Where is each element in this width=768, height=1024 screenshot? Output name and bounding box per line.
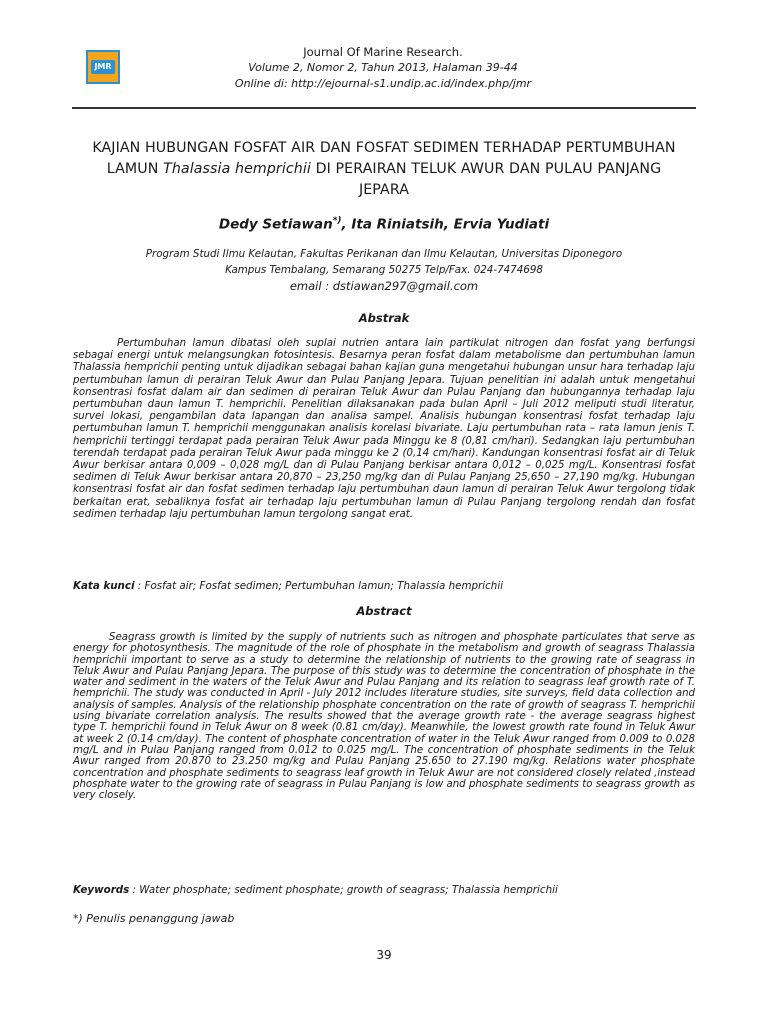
journal-volume: Volume 2, Nomor 2, Tahun 2013, Halaman 39-44 [248, 61, 518, 74]
title-part-1: KAJIAN HUBUNGAN FOSFAT AIR DAN FOSFAT SEDIMEN TERHADAP PERTUMBUHAN LAMUN [92, 140, 676, 177]
kata-kunci-label: Kata kunci [73, 580, 135, 592]
title-part-2: DI PERAIRAN TELUK AWUR DAN PULAU PANJANG JEPARA [310, 161, 662, 198]
header-divider [72, 107, 696, 109]
abstract-text: Seagrass growth is limited by the supply of nutrients such as nitrogen and phosphate particulates that serve as energy for photosynthesis. The magnitude of the role of phosphate in the metabolism and growth of seagrass Thalassia hemprichii important to serve as a study to determine the relationship of nutrients to the growing rate of seagrass in Teluk Awur and Pulau Panjang Jepara. The purpose of this study was to determine the concentration of phosphate in the water and sediment in the waters of the Teluk Awur and Pulau Panjang and its relation to seagrass leaf growth rate of T. hemprichii. The study was conducted in April - July 2012 includes literature studies, site surveys, field data collection and analysis of samples. Analysis of the relationship phosphate concentration on the rate of growth of seagrass T. hemprichii using bivariate correlation analysis. The results showed that the average growth rate - the average seagrass highest type T. hemprichii found in Teluk Awur on 8 week (0.81 cm/day). Meanwhile, the lowest growth rate found in Teluk Awur at week 2 (0.14 cm/day). The content of phosphate concentration of water in the Teluk Awur ranged from 0.009 to 0.028 mg/L and in Pulau Panjang ranged from 0.012 to 0.025 mg/L. The concentration of phosphate sediments in the Teluk Awur ranged from 20.870 to 23.250 mg/kg and Pulau Panjang 25.650 to 27.190 mg/kg. Relations water phosphate concentration and phosphate sediments to seagrass leaf growth in Teluk Awur are not considered closely related ,instead phosphate water to the growing rate of seagrass in Pulau Panjang is low and phosphate sediments to seagrass growth as very closely. [73, 632, 695, 802]
abstrak-heading: Abstrak [358, 311, 410, 325]
affiliation-line-1: Program Studi Ilmu Kelautan, Fakultas Perikanan dan Ilmu Kelautan, Universitas Diponegoro [145, 248, 623, 260]
abstrak-text: Pertumbuhan lamun dibatasi oleh suplai nutrien antara lain partikulat nitrogen dan fosfat yang berfungsi sebagai energi untuk melangsungkan fotosintesis. Besarnya peran fosfat dalam metabolisme dan pertumbuhan lamun Thalassia hemprichii penting untuk dijadikan sebagai bahan kajian guna mengetahui hubungan unsur hara terhadap laju pertumbuhan lamun di perairan Teluk Awur dan Pulau Panjang Jepara. Tujuan penelitian ini adalah untuk mengetahui konsentrasi fosfat dalam air dan sedimen di perairan Teluk Awur dan Pulau Panjang dan hubungannya terhadap laju pertumbuhan daun lamun T. hemprichii. Penelitian dilaksanakan pada bulan April – Juli 2012 meliputi studi literatur, survei lokasi, pengambilan data lapangan dan analisa sampel. Analisis hubungan konsentrasi fosfat terhadap laju pertumbuhan lamun T. hemprichii menggunakan analisis korelasi bivariate. Laju pertumbuhan rata – rata lamun jenis T. hemprichii tertinggi terdapat pada perairan Teluk Awur pada Minggu ke 8 (0,81 cm/hari). Sedangkan laju pertumbuhan terendah terdapat pada perairan Teluk Awur pada minggu ke 2 (0,14 cm/hari). Kandungan konsentrasi fosfat air di Teluk Awur berkisar antara 0,009 – 0,028 mg/L dan di Pulau Panjang berkisar antara 0,012 – 0,025 mg/L. Konsentrasi fosfat sedimen di Teluk Awur berkisar antara 20,870 – 23,250 mg/kg dan di Pulau Panjang 25,650 – 27,190 mg/kg. Hubungan konsentrasi fosfat air dan fosfat sedimen terhadap laju pertumbuhan daun lamun di perairan Teluk Awur tergolong tidak berkaitan erat, sebaliknya fosfat air terhadap laju pertumbuhan lamun di Pulau Panjang tergolong rendah dan fosfat sedimen terhadap laju pertumbuhan lamun tergolong sangat erat. [73, 338, 695, 520]
abstract-heading: Abstract [356, 604, 412, 618]
keywords [73, 884, 695, 896]
affiliation [72, 247, 696, 278]
author-rest: , Ita Riniatsih, Ervia Yudiati [341, 216, 550, 233]
abstract-body [73, 632, 695, 801]
journal-title: Journal Of Marine Research [303, 45, 460, 59]
kata-kunci [73, 580, 695, 592]
logo-text: JMR [91, 60, 115, 74]
kata-kunci-text: : Fosfat air; Fosfat sedimen; Pertumbuhan lamun; Thalassia hemprichii [134, 580, 504, 592]
journal-online-url: Online di: http://ejournal-s1.undip.ac.id/index.php/jmr [234, 77, 532, 90]
corresponding-footnote: *) Penulis penanggung jawab [73, 912, 235, 925]
corresponding-mark: *) [332, 216, 342, 226]
paper-title [80, 138, 688, 201]
author-first: Dedy Setiawan [218, 216, 333, 233]
affiliation-line-2: Kampus Tembalang, Semarang 50275 Telp/Fax. 024-7474698 [225, 263, 543, 276]
keywords-text: : Water phosphate; sediment phosphate; growth of seagrass; Thalassia hemprichii [129, 884, 558, 896]
author-email: email : dstiawan297@gmail.com [289, 279, 479, 293]
title-species: Thalassia hemprichii [163, 161, 311, 177]
keywords-label: Keywords [73, 884, 130, 896]
abstrak-body [73, 338, 695, 521]
journal-logo [86, 50, 120, 84]
page-number: 39 [376, 948, 392, 962]
author-list [72, 211, 696, 235]
journal-header: Journal Of Marine Research. Volume 2, Nomor 2, Tahun 2013, Halaman 39-44 Online di: http://ejournal-s1.undip.ac.id/index.php/jmr [150, 44, 616, 92]
